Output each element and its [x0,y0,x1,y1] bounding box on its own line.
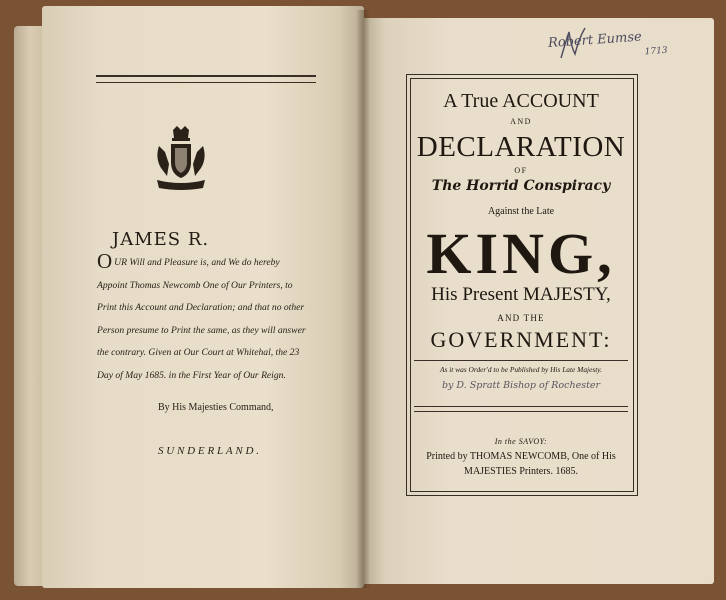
warrant-drop-cap: O [97,249,113,273]
title-and: AND [510,117,532,126]
title-government: GOVERNMENT: [430,327,612,352]
imprint-majesties-printers: MAJESTIES Printers. 1685. [464,466,578,477]
countersignature: SUNDERLAND. [158,445,262,457]
title-king: KING, [426,221,616,286]
left-top-rule-2 [96,82,316,83]
title-present-majesty: His Present MAJESTY, [431,284,611,305]
title-rule-2 [414,406,628,407]
royal-signature: JAMES R. [112,229,210,250]
left-top-rule-1 [96,75,316,77]
title-rule-1 [414,360,628,361]
title-and-the: AND THE [497,313,545,323]
imprint-printer: Printed by THOMAS NEWCOMB, One of His [426,451,616,462]
handwritten-author: by D. Spratt Bishop of Rochester [441,380,601,391]
warrant-text: UR Will and Pleasure is, and We do hereby Appoint Thomas Newcomb One of Our Printers, to Print this Account and Declaration; and that no other Person presume to Print the same, as they will answer the contrary. Given at Our Court at Whitehal, the 23 Day of May 1685. in the First Year of Our Reign. [97,257,306,381]
imprint-place: In the SAVOY: [494,437,548,446]
title-horrid-conspiracy: The Horrid Conspiracy [431,178,611,194]
ordered-line: As it was Order'd to be Published by His Late Majesty. [439,365,603,374]
title-line-true-account: A True ACCOUNT [443,90,599,112]
title-declaration: DECLARATION [416,131,626,163]
printing-warrant [97,249,312,387]
title-against-the-late: Against the Late [487,206,555,217]
title-of: OF [514,166,528,175]
title-rule-3 [414,411,628,412]
book-gutter [356,10,370,588]
command-line: By His Majesties Command, [158,402,274,413]
owner-name: Robert Eumse [547,29,643,52]
royal-arms-icon [153,124,209,194]
owner-year: 1713 [644,45,668,58]
